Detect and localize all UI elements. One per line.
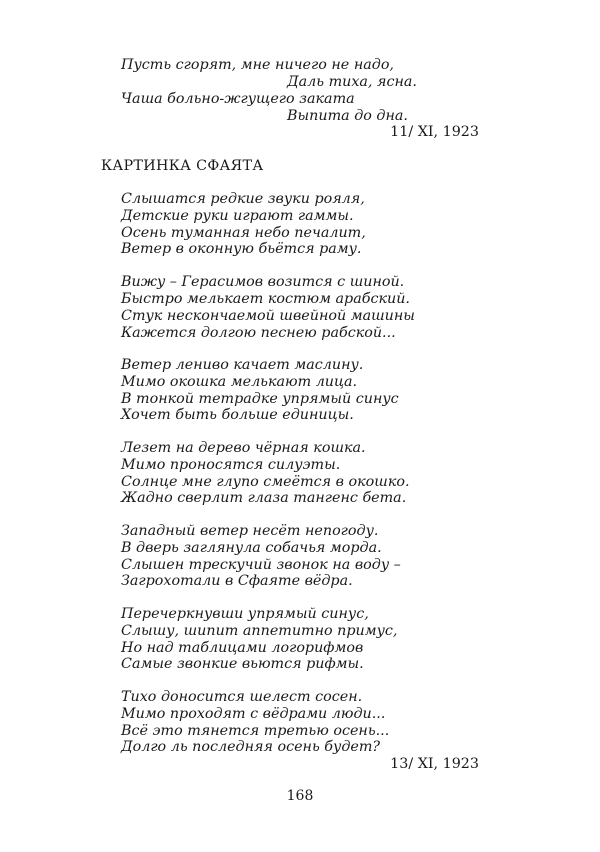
poem-line: Осень туманная небо печалит, [121,225,366,241]
poem-line: Самые звонкие вьются рифмы. [121,656,364,672]
poem-date: 13/ XI, 1923 [390,756,479,772]
poem-date: 11/ XI, 1923 [390,124,479,140]
poem-line: Даль тиха, ясна. [287,74,417,90]
poem-line: Лезет на дерево чёрная кошка. [121,440,366,456]
poem-line: Тихо доносится шелест сосен. [121,689,363,705]
poem-line: Стук нескончаемой швейной машины [121,308,415,324]
poem-line: Жадно сверлит глаза тангенс бета. [121,490,407,506]
poem-line: Слышу, шипит аппетитно примус, [121,623,398,639]
poem-line: Выпита до дна. [287,108,408,124]
poem-line: Ветер в оконную бьётся раму. [121,241,362,257]
poem-line: Ветер лениво качает маслину. [121,357,364,373]
poem-line: Слышен трескучий звонок на воду – [121,557,401,573]
poem-line: Западный ветер несёт непогоду. [121,523,379,539]
poem-line: Всё это тянется третью осень... [121,723,390,739]
poem-line: Но над таблицами логорифмов [121,640,364,656]
poem-line: Кажется долгою песнею рабской... [121,325,396,341]
poem-line: Мимо окошка мелькают лица. [121,374,358,390]
poem-line: Пусть сгорят, мне ничего не надо, [121,57,394,73]
poem-line: В дверь заглянула собачья морда. [121,540,382,556]
poem-line: Вижу – Герасимов возится с шиной. [121,274,405,290]
poem-line: Долго ль последняя осень будет? [121,739,381,755]
poem-line: Слышатся редкие звуки рояля, [121,191,365,207]
poem-line: Детские руки играют гаммы. [121,208,354,224]
poem-line: В тонкой тетрадке упрямый синус [121,391,399,407]
poem-line: Загрохотали в Сфаяте вёдра. [121,573,353,589]
poem-line: Солнце мне глупо смеётся в окошко. [121,474,410,490]
poem-line: Мимо проносятся силуэты. [121,457,341,473]
poem-line: Мимо проходят с вёдрами люди... [121,706,386,722]
poem-title: КАРТИНКА СФАЯТА [101,158,264,174]
poem-line: Хочет быть больше единицы. [121,407,354,423]
poem-line: Быстро мелькает костюм арабский. [121,291,410,307]
page-number: 168 [286,788,314,804]
poem-line: Перечеркнувши упрямый синус, [121,606,369,622]
poem-line: Чаша больно-жгущего заката [121,91,355,107]
